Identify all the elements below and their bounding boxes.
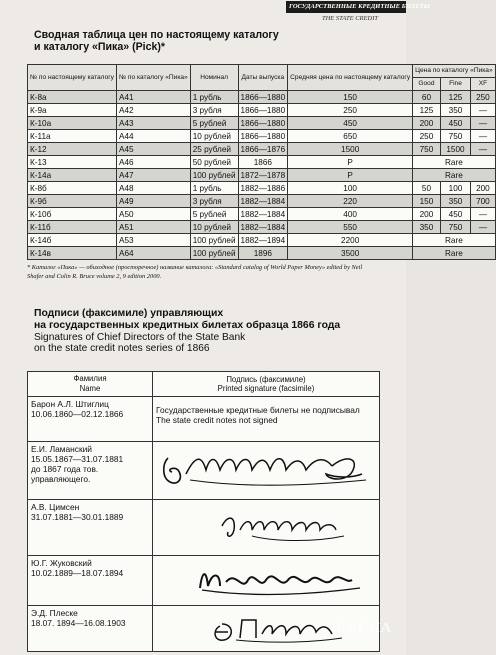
price-row <box>28 130 496 143</box>
price-cell-dates: 1866—1880 <box>238 91 288 104</box>
price-cell-avg: Р <box>288 169 413 182</box>
price-cell-nominal: 1 рубль <box>190 91 238 104</box>
price-cell-xf: — <box>471 130 495 143</box>
price-cell-no: К-14б <box>28 234 117 247</box>
watermark: UNCHA <box>335 621 392 636</box>
price-cell-no: К-13 <box>28 156 117 169</box>
price-cell-pick: А46 <box>116 156 190 169</box>
price-cell-good: 750 <box>413 143 441 156</box>
price-cell-good: 200 <box>413 117 441 130</box>
price-row <box>28 182 496 195</box>
price-cell-xf: 250 <box>471 91 495 104</box>
price-cell-pick: А41 <box>116 91 190 104</box>
price-cell-rare: Rare <box>413 247 496 260</box>
price-cell-nominal: 5 рублей <box>190 208 238 221</box>
price-row <box>28 156 496 169</box>
price-cell-no: К-8а <box>28 91 117 104</box>
price-row <box>28 104 496 117</box>
price-cell-pick: А53 <box>116 234 190 247</box>
price-cell-nominal: 1 рубль <box>190 182 238 195</box>
price-cell-good: 60 <box>413 91 441 104</box>
price-cell-pick: А45 <box>116 143 190 156</box>
signature-table-header-row <box>28 372 380 397</box>
col-dates: Даты выпуска <box>238 65 288 91</box>
price-cell-nominal: 10 рублей <box>190 221 238 234</box>
price-cell-dates: 1882—1884 <box>238 221 288 234</box>
signature-row <box>28 556 380 606</box>
col-no-this: № по настоящему каталогу <box>28 65 117 91</box>
signature-tsimsen-icon <box>156 502 376 552</box>
price-cell-fine: 750 <box>440 221 470 234</box>
signatures-subtitle: Signatures of Chief Directors of the State Bank on the state credit notes series of 1866 <box>34 332 246 354</box>
price-cell-nominal: 3 рубля <box>190 195 238 208</box>
no-signature-note-en: The state credit notes not signed <box>156 415 278 425</box>
price-cell-dates: 1882—1894 <box>238 234 288 247</box>
price-cell-fine: 750 <box>440 130 470 143</box>
header-title-ru: ГОСУДАРСТВЕННЫЕ КРЕДИТНЫЕ БИЛЕТЫ <box>286 1 406 13</box>
price-cell-good: 150 <box>413 195 441 208</box>
price-row <box>28 117 496 130</box>
price-cell-dates: 1882—1886 <box>238 182 288 195</box>
signature-cell <box>153 556 380 606</box>
col-signature: Подпись (факсимиле) Printed signature (facsimile) <box>153 372 380 397</box>
price-cell-no: К-11а <box>28 130 117 143</box>
director-note: до 1867 года тов. управляющего. <box>31 464 99 484</box>
price-cell-good: 125 <box>413 104 441 117</box>
col-nominal: Номинал <box>190 65 238 91</box>
director-name: А.В. Цимсен <box>31 502 80 512</box>
price-cell-xf: — <box>471 117 495 130</box>
price-cell-avg: 550 <box>288 221 413 234</box>
price-table-body <box>28 91 496 260</box>
signature-row <box>28 500 380 556</box>
header-title-en: THE STATE CREDIT <box>322 15 378 22</box>
col-no-pick: № по каталогу «Пика» <box>116 65 190 91</box>
price-cell-pick: А43 <box>116 117 190 130</box>
signature-row <box>28 442 380 500</box>
price-cell-fine: 350 <box>440 195 470 208</box>
director-cell <box>28 397 153 442</box>
price-cell-pick: А64 <box>116 247 190 260</box>
price-cell-xf: 200 <box>471 182 495 195</box>
signature-row <box>28 397 380 442</box>
price-cell-nominal: 100 рублей <box>190 247 238 260</box>
director-cell <box>28 606 153 652</box>
price-cell-dates: 1872—1878 <box>238 169 288 182</box>
director-name: Барон А.Л. Штиглиц <box>31 399 109 409</box>
price-cell-avg: 1500 <box>288 143 413 156</box>
price-cell-xf: — <box>471 208 495 221</box>
price-cell-xf: 700 <box>471 195 495 208</box>
price-cell-good: 200 <box>413 208 441 221</box>
price-cell-avg: 450 <box>288 117 413 130</box>
price-table-title: Сводная таблица цен по настоящему каталогу и каталогу «Пика» (Pick)* <box>34 29 279 53</box>
price-cell-nominal: 25 рублей <box>190 143 238 156</box>
price-cell-pick: А42 <box>116 104 190 117</box>
price-cell-dates: 1866—1880 <box>238 104 288 117</box>
price-cell-pick: А51 <box>116 221 190 234</box>
price-cell-pick: А48 <box>116 182 190 195</box>
price-cell-no: К-8б <box>28 182 117 195</box>
director-name: Э.Д. Плеске <box>31 608 78 618</box>
price-cell-no: К-9а <box>28 104 117 117</box>
director-name: Е.И. Ламанский <box>31 444 92 454</box>
signature-table <box>27 371 380 652</box>
price-cell-rare: Rare <box>413 234 496 247</box>
col-fine: Fine <box>440 78 470 91</box>
price-table <box>27 64 496 260</box>
running-header <box>0 0 430 28</box>
price-cell-nominal: 50 рублей <box>190 156 238 169</box>
price-row <box>28 221 496 234</box>
price-cell-rare: Rare <box>413 156 496 169</box>
price-cell-dates: 1882—1884 <box>238 208 288 221</box>
price-row <box>28 143 496 156</box>
signatures-title: Подписи (факсимиле) управляющих на государственных кредитных билетах образца 1866 года <box>34 308 341 331</box>
price-cell-avg: 220 <box>288 195 413 208</box>
director-cell <box>28 556 153 606</box>
price-cell-xf: — <box>471 143 495 156</box>
price-cell-nominal: 100 рублей <box>190 169 238 182</box>
director-name: Ю.Г. Жуковский <box>31 558 92 568</box>
price-cell-nominal: 3 рубля <box>190 104 238 117</box>
price-row <box>28 169 496 182</box>
price-table-header-row <box>28 65 496 78</box>
price-row <box>28 91 496 104</box>
price-row <box>28 195 496 208</box>
price-cell-fine: 100 <box>440 182 470 195</box>
director-dates: 10.06.1860—02.12.1866 <box>31 409 124 419</box>
director-dates: 31.07.1881—30.01.1889 <box>31 512 124 522</box>
price-row <box>28 247 496 260</box>
price-cell-avg: 400 <box>288 208 413 221</box>
price-cell-pick: А49 <box>116 195 190 208</box>
price-cell-rare: Rare <box>413 169 496 182</box>
price-cell-nominal: 10 рублей <box>190 130 238 143</box>
col-pick-price: Цена по каталогу «Пика» <box>413 65 496 78</box>
col-xf: XF <box>471 78 495 91</box>
price-cell-nominal: 5 рублей <box>190 117 238 130</box>
col-avg-price: Средняя цена по настоящему каталогу <box>288 65 413 91</box>
price-cell-avg: 650 <box>288 130 413 143</box>
price-cell-nominal: 100 рублей <box>190 234 238 247</box>
price-cell-pick: А44 <box>116 130 190 143</box>
price-cell-avg: 2200 <box>288 234 413 247</box>
price-cell-no: К-10а <box>28 117 117 130</box>
price-cell-avg: 250 <box>288 104 413 117</box>
price-cell-no: К-10б <box>28 208 117 221</box>
price-cell-pick: А47 <box>116 169 190 182</box>
price-cell-no: К-14в <box>28 247 117 260</box>
price-cell-good: 350 <box>413 221 441 234</box>
director-dates: 18.07. 1894—16.08.1903 <box>31 618 126 628</box>
signature-cell <box>153 397 380 442</box>
col-name: Фамилия Name <box>28 372 153 397</box>
price-cell-fine: 350 <box>440 104 470 117</box>
price-row <box>28 208 496 221</box>
footnote: * Каталог «Пика» — обиходное (просторечное) название каталога: «Standard catalog of World Paper Money» edited by Neil Shafer and Colin R. Bruce volume 2, 9 edition 2000. <box>27 264 363 280</box>
price-cell-good: 50 <box>413 182 441 195</box>
price-cell-fine: 450 <box>440 208 470 221</box>
price-cell-no: К-14а <box>28 169 117 182</box>
price-row <box>28 234 496 247</box>
price-cell-xf: — <box>471 221 495 234</box>
price-cell-avg: 150 <box>288 91 413 104</box>
price-cell-no: К-9б <box>28 195 117 208</box>
price-cell-fine: 450 <box>440 117 470 130</box>
price-cell-avg: Р <box>288 156 413 169</box>
signature-table-body <box>28 397 380 652</box>
director-cell <box>28 500 153 556</box>
price-cell-fine: 125 <box>440 91 470 104</box>
price-cell-dates: 1866—1880 <box>238 117 288 130</box>
col-good: Good <box>413 78 441 91</box>
signature-cell <box>153 500 380 556</box>
price-cell-dates: 1882—1884 <box>238 195 288 208</box>
price-cell-avg: 100 <box>288 182 413 195</box>
price-cell-dates: 1866—1876 <box>238 143 288 156</box>
price-cell-avg: 3500 <box>288 247 413 260</box>
no-signature-note-ru: Государственные кредитные билеты не подписывал <box>156 405 360 415</box>
signature-row <box>28 606 380 652</box>
signature-cell <box>153 442 380 500</box>
price-cell-dates: 1896 <box>238 247 288 260</box>
director-cell <box>28 442 153 500</box>
director-dates: 15.05.1867—31.07.1881 <box>31 454 124 464</box>
director-dates: 10.02.1889—18.07.1894 <box>31 568 124 578</box>
price-cell-dates: 1866 <box>238 156 288 169</box>
price-cell-xf: — <box>471 104 495 117</box>
price-cell-fine: 1500 <box>440 143 470 156</box>
price-cell-no: К-12 <box>28 143 117 156</box>
signature-zhukovsky-icon <box>156 558 376 602</box>
price-cell-no: К-11б <box>28 221 117 234</box>
price-cell-good: 250 <box>413 130 441 143</box>
signature-lamansky-icon <box>156 444 376 494</box>
price-cell-pick: А50 <box>116 208 190 221</box>
price-cell-dates: 1866—1880 <box>238 130 288 143</box>
